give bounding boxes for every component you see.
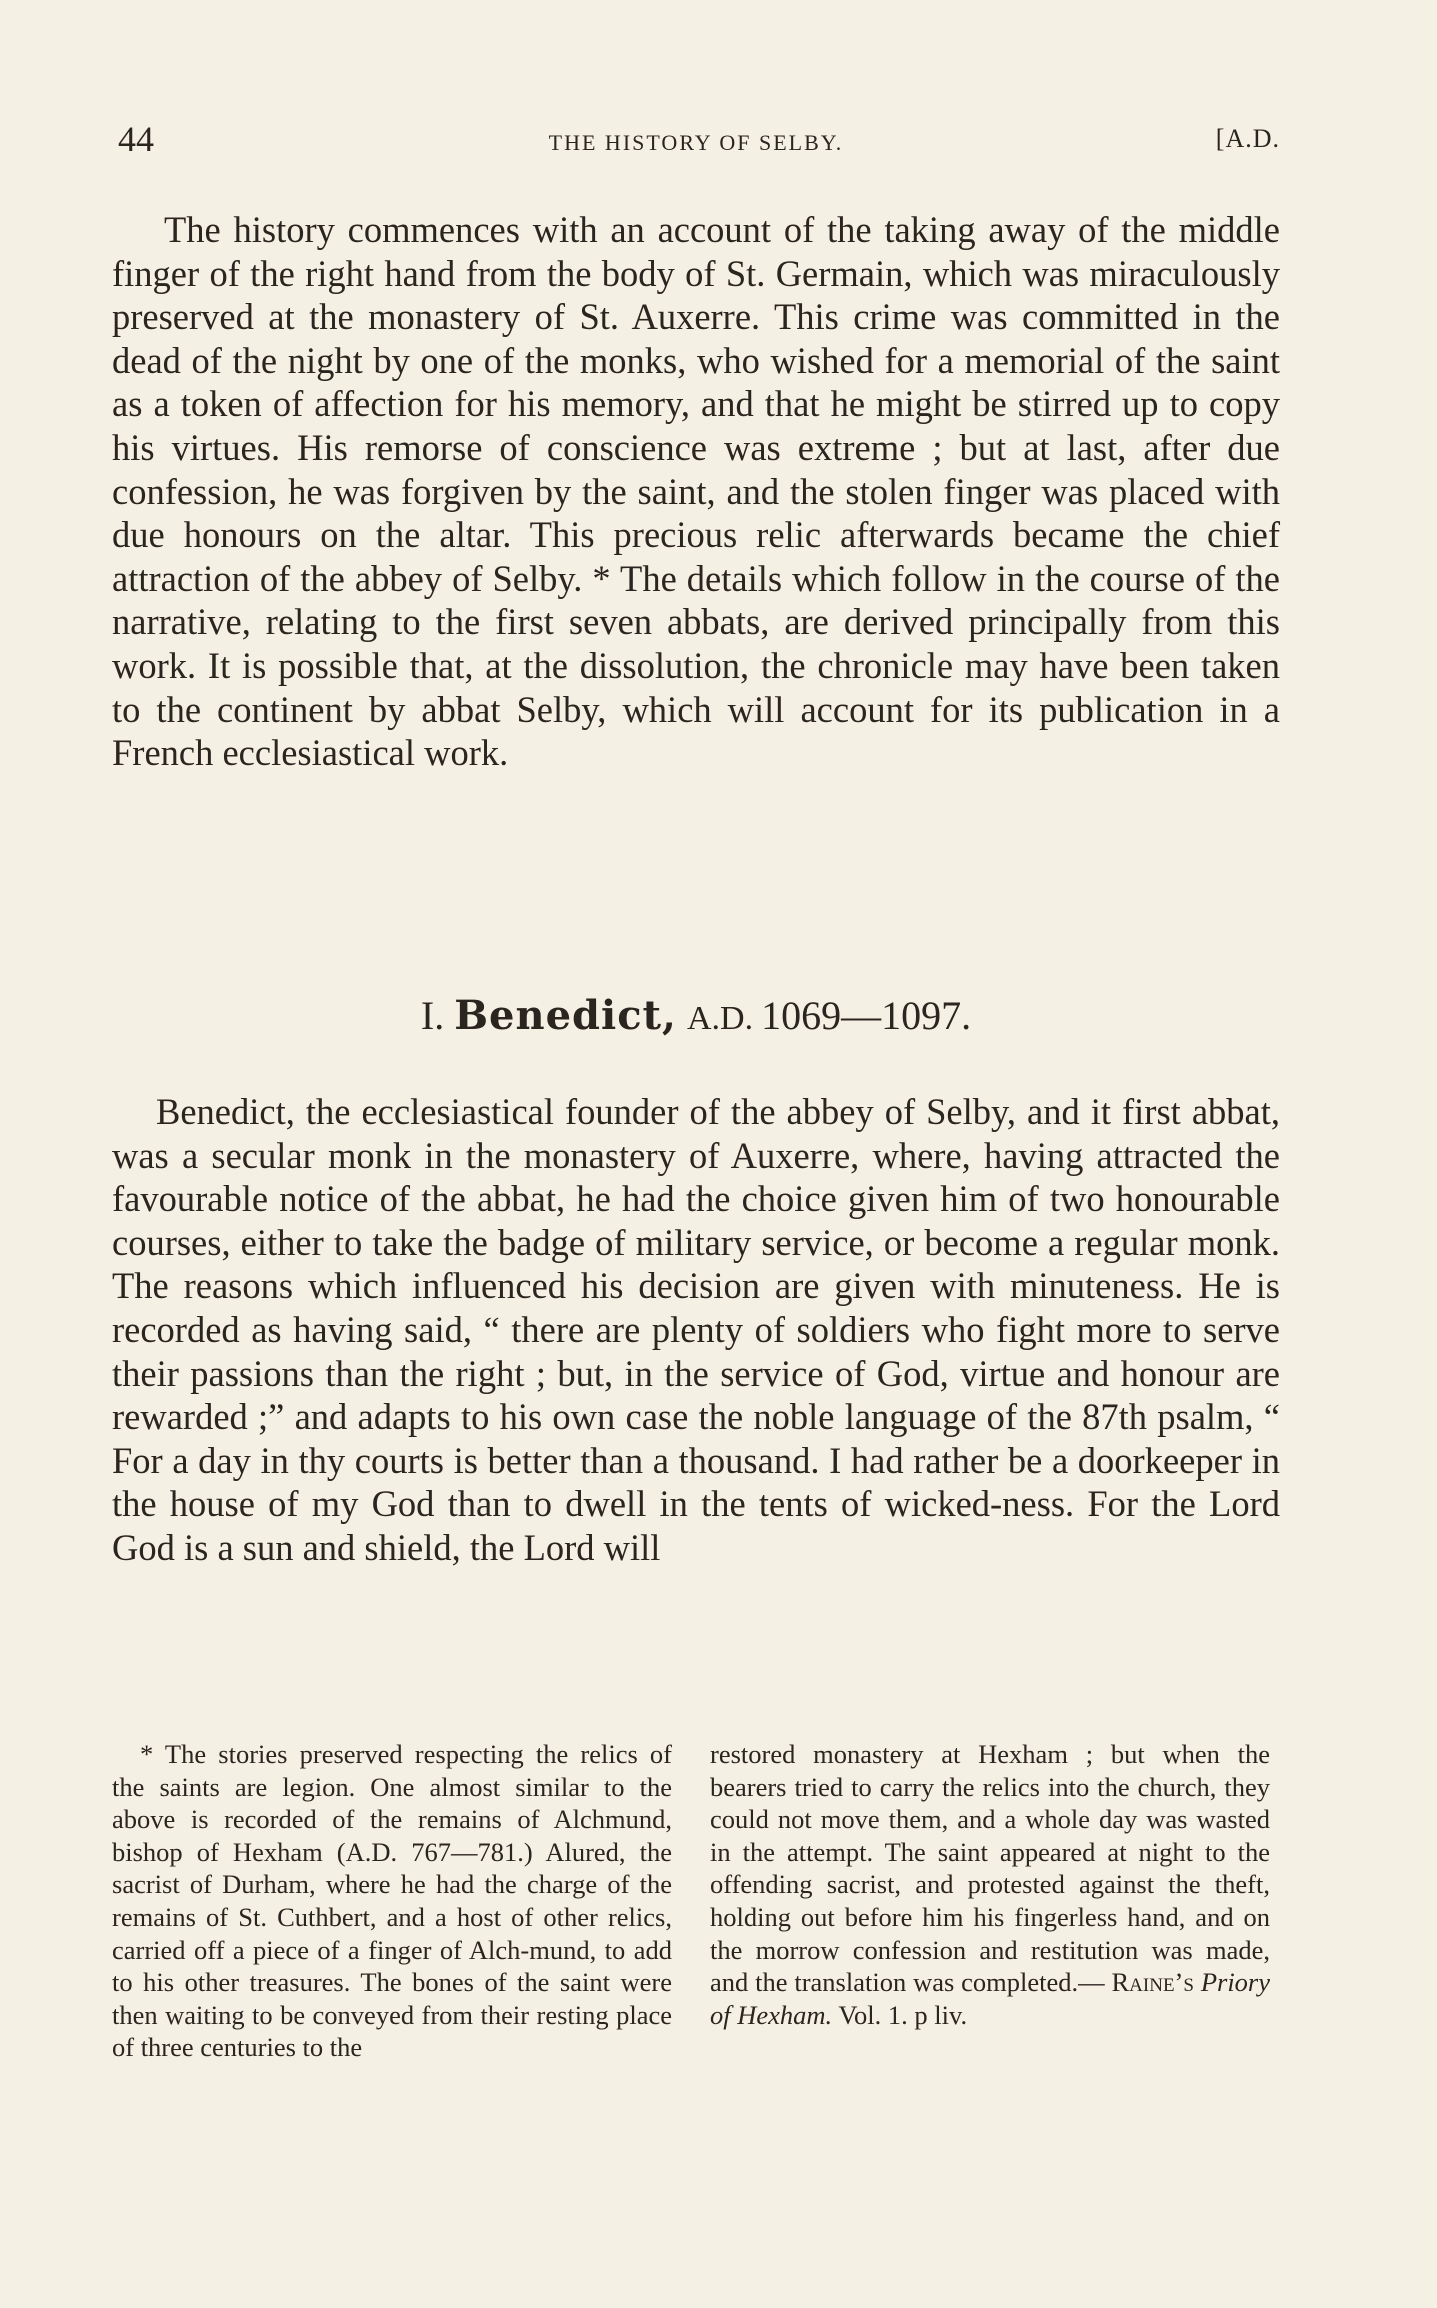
- footnote-right-column: [710, 1738, 1270, 2031]
- paragraph-benedict: Benedict, the ecclesiastical founder of the abbey of Selby, and it first abbat, was a secular monk in the monastery of Auxerre, where, having attracted the favourable notice of the abbat, he had the choice given him of two honourable courses, either to take the badge of military service, or become a regular monk. The reasons which influenced his decision are given with minuteness. He is recorded as having said, “ there are plenty of soldiers who fight more to serve their passions than the right ; but, in the service of God, virtue and honour are rewarded ;” and adapts to his own case the noble language of the 87th psalm, “ For a day in thy courts is better than a thousand. I had rather be a doorkeeper in the house of my God than to dwell in the tents of wicked-ness. For the Lord God is a sun and shield, the Lord will: [112, 1091, 1280, 1568]
- citation-title: Priory of Hexham.: [710, 1967, 1270, 2030]
- page-number: 44: [118, 119, 154, 159]
- section-era: A.D.: [686, 1000, 754, 1037]
- section-heading: [112, 992, 1280, 1039]
- running-head: [112, 118, 1280, 164]
- footnote-left-column: * The stories preserved respecting the relics of the saints are legion. One almost similar to the above is recorded of the remains of Alchmund, bishop of Hexham (A.D. 767—781.) Alured, the sacrist of Durham, where he had the charge of the remains of St. Cuthbert, and a host of other relics, carried off a piece of a finger of Alch-mund, to add to his other treasures. The bones of the saint were then waiting to be conveyed from their resting place of three centuries to the: [112, 1739, 672, 2063]
- section-dates: 1069—1097.: [761, 993, 972, 1038]
- citation-reference: Vol. 1. p liv.: [838, 1999, 968, 2030]
- section-numeral: I.: [420, 993, 445, 1038]
- footnote-right-text: restored monastery at Hexham ; but when the bearers tried to carry the relics into the church, they could not move them, and a whole day was wasted in the attempt. The saint appeared at night to the offending sacrist, and protested against the theft, holding out before him his fingerless hand, and on the morrow confession and restitution was made, and the translation was completed.—: [710, 1739, 1270, 1998]
- running-head-marker: [A.D.: [1215, 124, 1280, 153]
- citation-author: Raine’s: [1111, 1967, 1194, 1998]
- running-title: THE HISTORY OF SELBY.: [548, 130, 844, 155]
- section-name: Benedict,: [454, 992, 677, 1039]
- paragraph-history-commences: The history commences with an account of the taking away of the middle finger of the right hand from the body of St. Germain, which was miraculously preserved at the monastery of St. Auxerre. This crime was committed in the dead of the night by one of the monks, who wished for a memorial of the saint as a token of affection for his memory, and that he might be stirred up to copy his virtues. His remorse of conscience was extreme ; but at last, after due confession, he was forgiven by the saint, and the stolen finger was placed with due honours on the altar. This precious relic afterwards became the chief attraction of the abbey of Selby. * The details which follow in the course of the narrative, relating to the first seven abbats, are derived principally from this work. It is possible that, at the dissolution, the chronicle may have been taken to the continent by abbat Selby, which will account for its publication in a French ecclesiastical work.: [112, 209, 1280, 774]
